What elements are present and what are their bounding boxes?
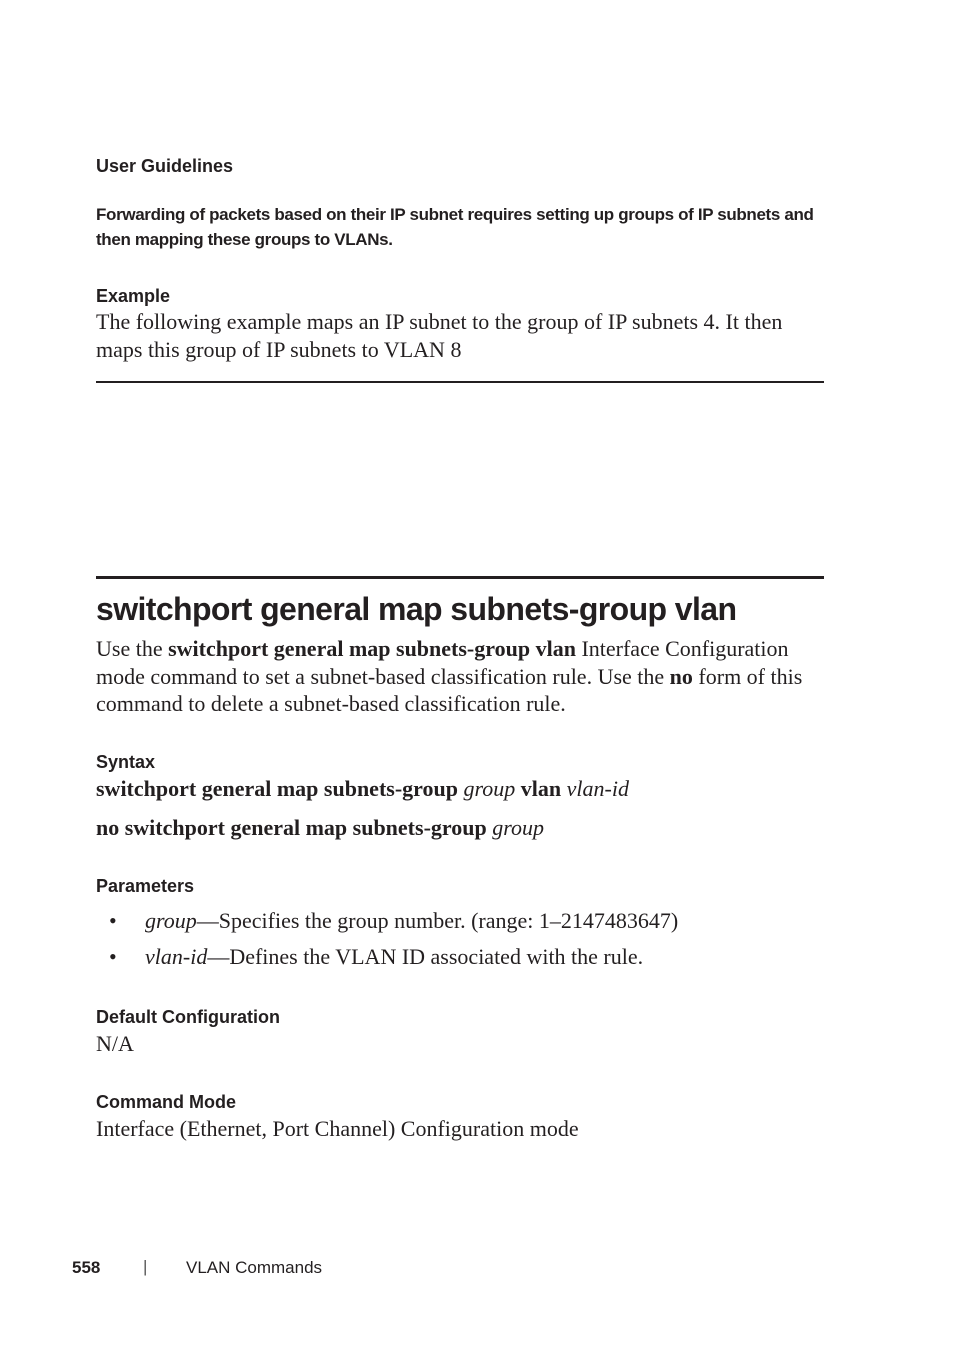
syntax-command: switchport general map subnets-group: [96, 776, 459, 801]
syntax-arg-vlan-id: vlan-id: [566, 776, 629, 801]
parameters-heading: Parameters: [96, 876, 195, 896]
syntax-no-arg-group: group: [492, 815, 544, 840]
title-rule: [96, 576, 824, 579]
parameter-description: —Specifies the group number. (range: 1–2147483647): [196, 908, 679, 933]
parameter-name: group: [145, 908, 197, 933]
bullet-icon: •: [109, 944, 117, 969]
bullet-icon: •: [109, 908, 117, 933]
list-item: [96, 943, 824, 979]
parameters-list: [96, 907, 824, 979]
footer-separator: |: [143, 1257, 148, 1276]
parameter-description: —Defines the VLAN ID associated with the rule.: [207, 944, 644, 969]
section-divider: [96, 381, 824, 383]
syntax-line-2: [96, 814, 544, 842]
example-heading: Example: [96, 286, 171, 306]
user-guidelines-text: Forwarding of packets based on their IP subnet requires setting up groups of IP subnets and then mapping these groups to VLANs.: [96, 205, 814, 249]
intro-prefix: Use the: [96, 636, 169, 661]
intro-suffix: form of this command to delete a subnet-based classification rule.: [96, 663, 803, 716]
syntax-no-command: no switchport general map subnets-group: [96, 815, 487, 840]
list-item: [96, 907, 824, 943]
syntax-heading: Syntax: [96, 752, 156, 772]
syntax-line-1: [96, 775, 629, 803]
intro-command: switchport general map subnets-group vlan: [168, 636, 576, 661]
footer-section-name: VLAN Commands: [186, 1258, 323, 1277]
intro-middle: Interface Configuration mode command to set a subnet-based classification rule. Use the: [96, 636, 789, 689]
command-mode-heading: Command Mode: [96, 1092, 237, 1112]
syntax-keyword-vlan: vlan: [520, 776, 562, 801]
page-title: switchport general map subnets-group vlan: [96, 591, 737, 627]
syntax-arg-group: group: [463, 776, 516, 801]
intro-no: no: [669, 663, 693, 689]
default-configuration-heading: Default Configuration: [96, 1007, 280, 1027]
parameter-name: vlan-id: [145, 944, 208, 969]
command-mode-value: Interface (Ethernet, Port Channel) Configuration mode: [96, 1116, 579, 1141]
page-number: 558: [72, 1258, 101, 1277]
command-intro: [96, 635, 824, 718]
user-guidelines-heading: User Guidelines: [96, 156, 234, 176]
default-configuration-value: N/A: [96, 1031, 134, 1056]
example-text: The following example maps an IP subnet to the group of IP subnets 4. It then maps this group of IP subnets to VLAN 8: [96, 309, 783, 362]
